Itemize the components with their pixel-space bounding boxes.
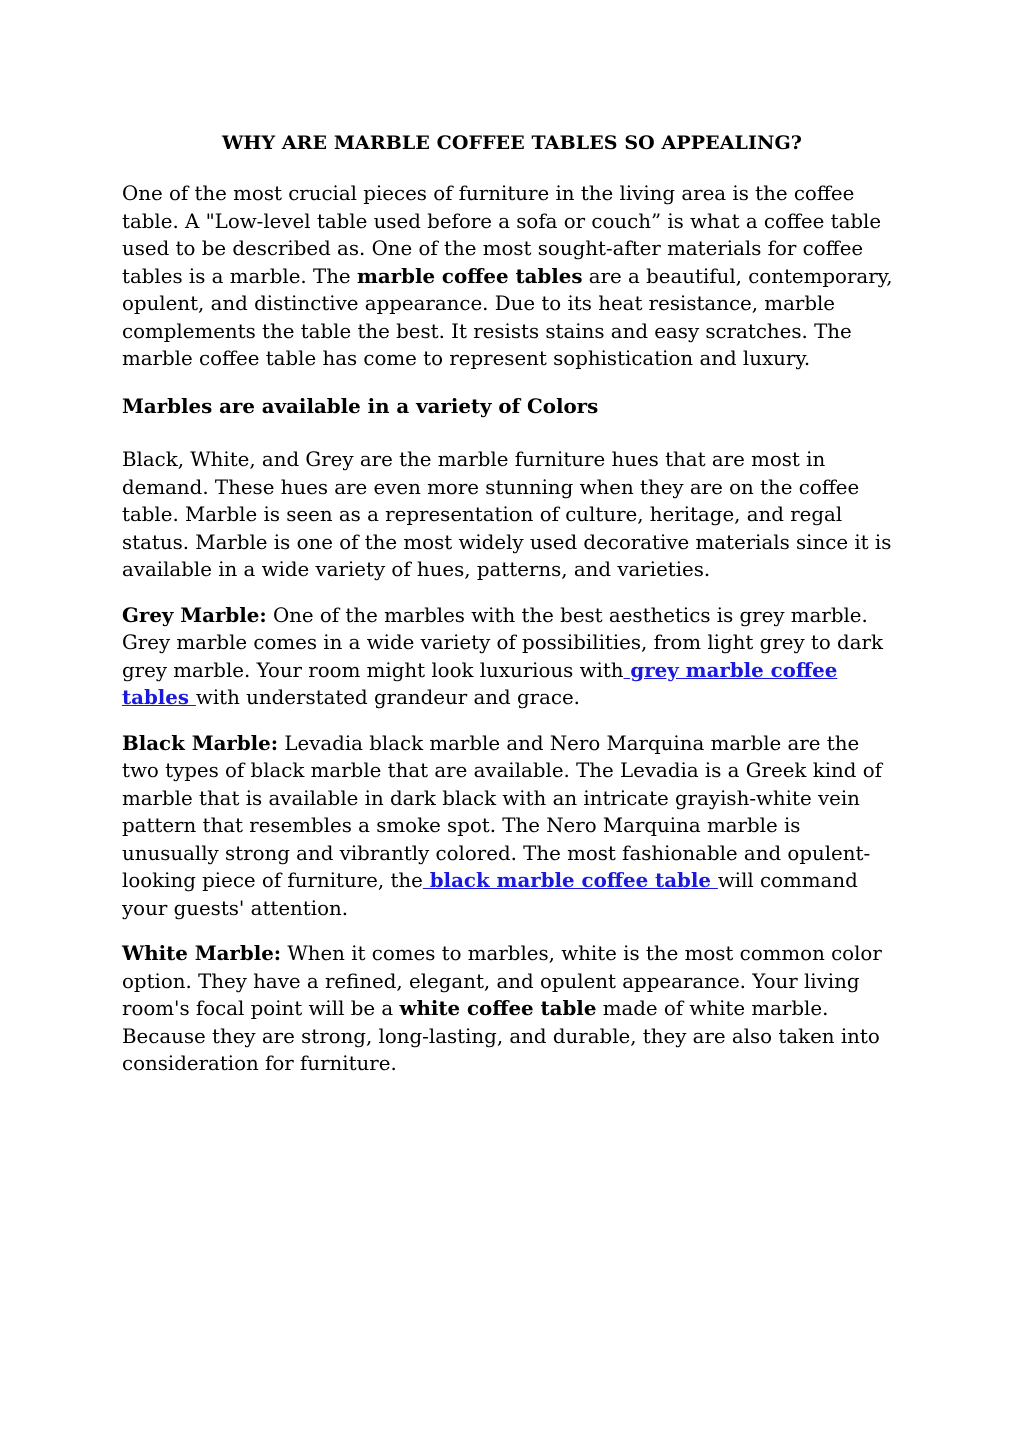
white-coffee-table-bold: white coffee table	[399, 996, 597, 1020]
intro-bold-phrase: marble coffee tables	[356, 263, 583, 288]
intro-text-1: One of the most crucial pieces of furniture in the living area is the coffee table. A "Low-level table used before a sofa or couch” is what a coffee table used to be described as. One of the most sought-after materials for coffee tables is a marble. The	[122, 182, 882, 288]
intro-text-2: are a beautiful, contemporary, opulent, and distinctive appearance. Due to its heat resistance, marble complements the table the best. It resists stains and easy scratches. The marble coffee table has come to represent sophistication and luxury.	[122, 264, 893, 370]
document-page	[122, 128, 902, 1078]
colors-paragraph: Black, White, and Grey are the marble furniture hues that are most in demand. These hues are even more stunning when they are on the coffee table. Marble is seen as a representation of culture, heritage, and regal status. Marble is one of the most widely used decorative materials since it is available in a wide variety of hues, patterns, and varieties.	[122, 448, 892, 581]
grey-marble-coffee-tables-link[interactable]: grey marble coffee tables	[122, 657, 838, 709]
black-marble-label: Black Marble:	[122, 730, 279, 755]
grey-marble-text-2: with understated grandeur and grace.	[195, 686, 580, 709]
black-marble-paragraph	[122, 730, 902, 923]
intro-paragraph	[122, 180, 902, 373]
black-marble-text-1: Levadia black marble and Nero Marquina marble are the two types of black marble that are available. The Levadia is a Greek kind of marble that is available in dark black with an intricate grayish-white vein pattern that resembles a smoke spot. The Nero Marquina marble is unusually strong and vibrantly colored. The most fashionable and opulent-looking piece of furniture, the	[122, 731, 882, 892]
black-marble-text-2: will command your guests' attention.	[122, 869, 858, 920]
white-marble-text-2: made of white marble. Because they are strong, long-lasting, and durable, they are also taken into consideration for furniture.	[122, 997, 880, 1075]
white-marble-text-1: When it comes to marbles, white is the most common color option. They have a refined, elegant, and opulent appearance. Your living room's focal point will be a	[122, 942, 882, 1020]
grey-marble-text-1: One of the marbles with the best aesthetics is grey marble. Grey marble comes in a wide variety of possibilities, from light grey to dark grey marble. Your room might look luxurious with	[122, 603, 883, 682]
white-marble-label: White Marble:	[122, 941, 282, 965]
black-marble-coffee-table-link[interactable]: black marble coffee table	[422, 868, 718, 892]
white-marble-paragraph	[122, 940, 902, 1078]
document-title: WHY ARE MARBLE COFFEE TABLES SO APPEALING?	[221, 132, 803, 154]
section-heading: Marbles are available in a variety of Colors	[122, 393, 599, 418]
grey-marble-paragraph	[122, 602, 902, 712]
grey-marble-label: Grey Marble:	[122, 602, 267, 627]
